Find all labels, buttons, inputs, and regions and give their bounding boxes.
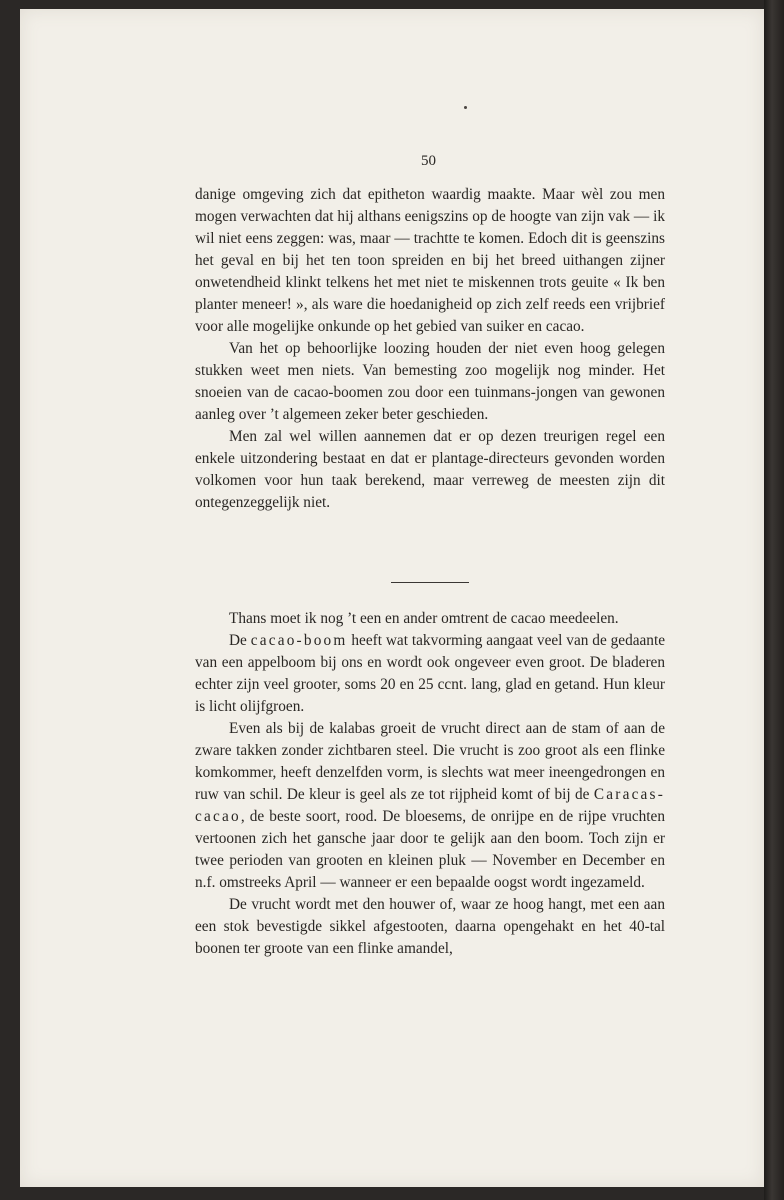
paragraph: De vrucht wordt met den houwer of, waar ze hoog hangt, met een aan een stok bevestigde sikkel afgestooten, daarna opengehakt en het 40-tal boonen ter groote van een flinke amandel, xyxy=(195,896,665,957)
section-1 xyxy=(195,184,665,514)
paragraph: Van het op behoorlijke loozing houden der niet even hoog gelegen stukken weet men niets. Van bemesting zoo mogelijk nog minder. Het snoeien van de cacao-boomen zou door een tuinmans-jongen van gewonen aanleg over ’t algemeen zeker beter geschieden. xyxy=(195,340,665,423)
paragraph: Men zal wel willen aannemen dat er op dezen treurigen regel een enkele uitzondering bestaat en dat er plantage-directeurs gevonden worden volkomen voor hun taak berekend, maar verreweg de meesten zijn dit ontegenzeggelijk niet. xyxy=(195,428,665,511)
section-2 xyxy=(195,608,665,960)
page-edge xyxy=(764,0,784,1200)
section-divider xyxy=(391,582,469,583)
text-run: Even als bij de kalabas groeit de vrucht direct aan de stam of aan de zware takken zonder zichtbaren steel. Die vrucht is zoo groot als een flinke komkommer, heeft denzelfden vorm, is slechts wat meer ineengedrongen en ruw van schil. De kleur is geel als ze tot rijpheid komt of bij de xyxy=(195,720,665,803)
paragraph xyxy=(195,718,665,894)
print-speck xyxy=(464,106,467,109)
text-run: heeft wat takvorming aangaat veel van de gedaante van een appelboom bij ons en wordt ook ongeveer even groot. De bladeren echter zijn veel grooter, soms 20 en 25 ccnt. lang, glad en getand. Hun kleur is licht olijfgroen. xyxy=(195,632,665,715)
spaced-term: cacao-boom xyxy=(250,632,348,649)
paragraph: Thans moet ik nog ’t een en ander omtrent de cacao meedeelen. xyxy=(229,610,619,627)
paragraph: danige omgeving zich dat epitheton waardig maakte. Maar wèl zou men mogen verwachten dat hij althans eenigszins op de hoogte van zijn vak — ik wil niet eens zeggen: was, maar — trachtte te komen. Edoch dit is geenszins het geval en bij het ten toon spreiden en bij het breed uithangen zijner onwetendheid klinkt telkens het met niet te miskennen trots geuite « Ik ben planter meneer! », als ware die hoedanigheid op zich zelf reeds een vrijbrief voor alle mogelijke onkunde op het gebied van suiker en cacao. xyxy=(195,186,665,335)
text-run: , de beste soort, rood. De bloesems, de onrijpe en de rijpe vruchten vertoonen zich het gansche jaar door te gelijk aan den boom. Toch zijn er twee perioden van grooten en kleinen pluk — November en December en n.f. omstreeks April — wanneer er een bepaalde oogst wordt ingezameld. xyxy=(195,808,665,891)
page-number: 50 xyxy=(421,153,436,169)
text-run: De xyxy=(229,632,251,649)
paragraph xyxy=(195,630,665,718)
spaced-term: Caracas-cacao xyxy=(195,786,665,825)
